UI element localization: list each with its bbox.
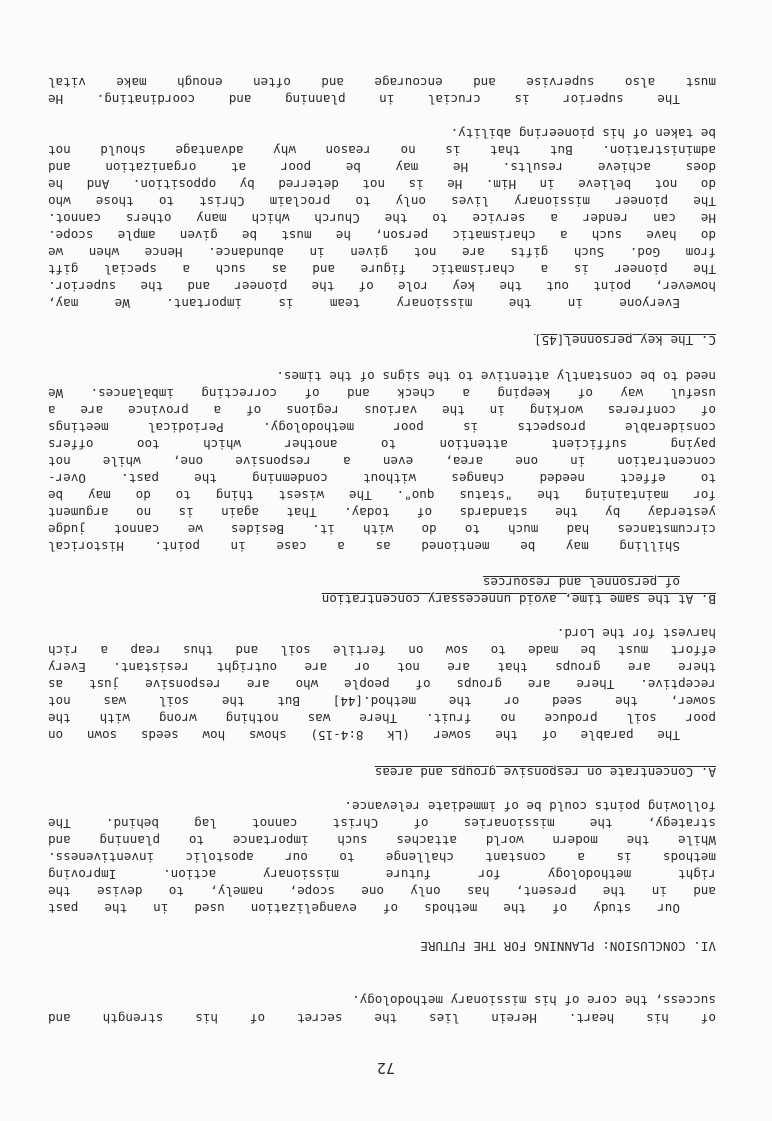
body-line: from God. Such gifts are not given in abundance. Hence when we bbox=[48, 245, 716, 260]
subsection-heading-c: C. The key personnel[45] bbox=[534, 333, 716, 348]
body-line: there are groups that are not or are outright resistant. Every bbox=[48, 660, 716, 675]
body-line: strategy, the missionaries of Christ cannot lag behind. The bbox=[48, 816, 716, 831]
body-line: The parable of the sower (Lk 8:4-15) shows how seeds sown on bbox=[48, 728, 680, 743]
body-line: paying sufficient attention to another which too offers bbox=[48, 437, 716, 452]
body-line: He can render a service to the Church which many others cannot. bbox=[48, 211, 716, 226]
body-line: Everyone in the missionary team is important. We may, bbox=[48, 296, 680, 311]
body-line: however, point out the key role of the pioneer and the superior. bbox=[48, 279, 716, 294]
body-line: circumstances had much to do with it. Besides we cannot judge bbox=[48, 522, 716, 537]
body-line: do have such a charismatic person, he must be given ample scope. bbox=[48, 228, 716, 243]
body-line: While the modern world attaches such importance to planning and bbox=[48, 833, 716, 848]
body-line: receptive. There are groups of people who are responsive just as bbox=[48, 677, 716, 692]
body-line: The pioneer missionary lives only to proclaim Christ to those who bbox=[48, 194, 716, 209]
body-line: administration. But that is no reason why advantage should not bbox=[48, 143, 716, 158]
body-line: to effect needed changes without condemning the past. Over- bbox=[48, 471, 716, 486]
body-line: sower, the seed or the method.[44] But the soil was not bbox=[48, 694, 716, 709]
body-line: The superior is crucial in planning and coordinating. He bbox=[48, 92, 680, 107]
body-line: right methodology for future missionary action. Improving bbox=[48, 867, 716, 882]
body-line: The pioneer is a charismatic figure and as such a special gift bbox=[48, 262, 716, 277]
body-line: methods is a constant challenge to our apostolic inventiveness. bbox=[48, 850, 716, 865]
body-line: and in the present, has only one scope, namely, to devise the bbox=[48, 884, 716, 899]
subsection-heading-b-cont: of personnel and resources bbox=[482, 575, 680, 590]
body-line: poor soil produce no fruit. There was nothing wrong with the bbox=[48, 711, 716, 726]
body-line: success, the core of his missionary methodology. bbox=[352, 993, 716, 1008]
body-line: yesterday by the standards of today. That again is no argument bbox=[48, 505, 716, 520]
body-line: harvest for the Lord. bbox=[556, 626, 716, 641]
body-line: useful way of keeping a check and of correcting imbalances. We bbox=[48, 386, 716, 401]
body-line: of his heart. Herein lies the secret of his strength and bbox=[48, 1011, 716, 1026]
body-line: Our study of the methods of evangelization used in the past bbox=[48, 901, 680, 916]
body-line: for maintaining the "status quo". The wisest thing to do may be bbox=[48, 488, 716, 503]
subsection-heading-b: B. At the same time, avoid unnecessary concentration bbox=[321, 592, 716, 607]
body-line: be taken of his pioneering ability. bbox=[450, 126, 716, 141]
section-heading: VI. CONCLUSION: PLANNING FOR THE FUTURE bbox=[420, 939, 716, 954]
subsection-heading-a: A. Concentrate on responsive groups and areas bbox=[374, 765, 716, 780]
body-line: concentration in one area, even a responsive one, while not bbox=[48, 454, 716, 469]
body-line: of confreres working in the various regions of a province are a bbox=[48, 403, 716, 418]
body-line: effort must be made to sow on fertile soil and thus reap a rich bbox=[48, 643, 716, 658]
body-line: considerable prospects is poor methodology. Periodical meetings bbox=[48, 420, 716, 435]
body-line: following points could be of immediate relevance. bbox=[344, 799, 716, 814]
body-line: need to be constantly attentive to the signs of the times. bbox=[276, 369, 716, 384]
body-line: do not believe in Him. He is not deterred by opposition. And he bbox=[48, 177, 716, 192]
body-line: Shilling may be mentioned as a case in point. Historical bbox=[48, 539, 680, 554]
body-line: must also supervise and encourage and often enough make vital bbox=[48, 75, 716, 90]
body-line: does achieve results. He may be poor at organization and bbox=[48, 160, 716, 175]
page-number: 72 bbox=[376, 1059, 396, 1077]
